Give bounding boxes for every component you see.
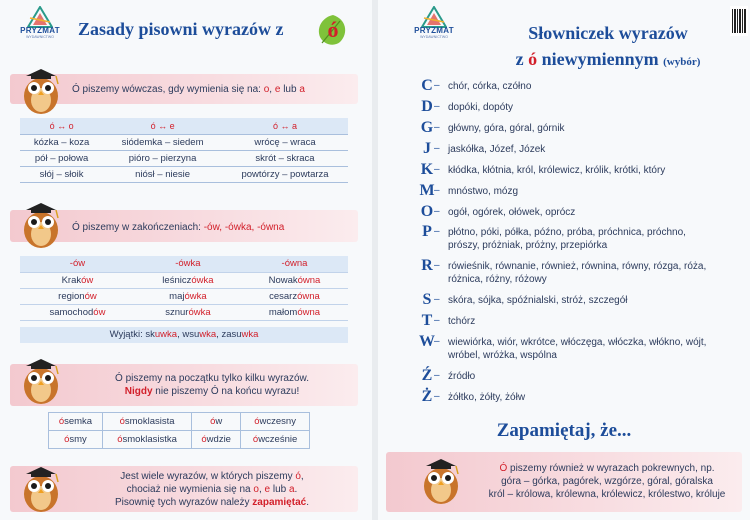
entry-letter: Ź [421, 367, 433, 384]
word-initial: ó [254, 416, 260, 427]
word-initial: ó [117, 434, 123, 445]
table-cell [135, 288, 241, 304]
word-stem: Krak [61, 274, 82, 286]
remember-heading: Zapamiętaj, że... [496, 420, 632, 441]
rule-line [468, 462, 746, 475]
table-cell: skrót – skraca [222, 150, 348, 166]
entry-words [448, 164, 748, 177]
table-cell: słój – słoik [20, 166, 103, 182]
word-initial: ó [58, 416, 65, 427]
rule-line [72, 483, 352, 496]
rule-text: Pisownię tych wyrazów należy [115, 497, 253, 508]
entry-words [448, 336, 748, 362]
word-initial: ó [210, 416, 216, 427]
rule-highlight: Nigdy [124, 386, 153, 397]
rule-text-3 [72, 372, 352, 398]
entry-letter: P [422, 223, 432, 240]
entry-line: ogół, ogórek, ołówek, oprócz [448, 207, 576, 218]
table-cell [135, 272, 241, 288]
rule-highlight: e [274, 84, 281, 95]
rule-highlight: -ów, -ówka, -ówna [203, 222, 285, 233]
rule-text: piszemy również w wyrazach pokrewnych, np. [507, 463, 715, 474]
table-row [20, 304, 348, 320]
table-cell [20, 304, 135, 320]
entry-dash: – [434, 206, 440, 217]
entry-dash: – [434, 336, 440, 347]
entry-line: mnóstwo, mózg [448, 186, 519, 197]
table-header-row [20, 118, 348, 134]
entry-line: różnica, różny, różowy [448, 274, 547, 285]
word-ending: ówna [297, 290, 320, 302]
rule-text: lub [270, 484, 289, 495]
rule-text: nie piszemy Ó na końcu wyrazu! [152, 386, 300, 397]
logo-brand: PRYZMAT [20, 26, 60, 35]
table-row [49, 413, 310, 431]
entry-letter: G [420, 119, 434, 136]
rule-text: lub [280, 84, 300, 95]
word-ending: wka [199, 329, 217, 340]
entry-words [448, 143, 748, 156]
table-cell [241, 272, 348, 288]
word-stem: Nowak [268, 274, 298, 286]
entry-line: dopóki, dopóty [448, 102, 514, 113]
table-header: -ówna [241, 256, 348, 272]
word-stem: małom [268, 306, 298, 318]
table-cell [241, 288, 348, 304]
rule-text: . [306, 497, 309, 508]
entry-words [448, 226, 748, 252]
entry-dash: – [434, 185, 440, 196]
rule-line [72, 496, 352, 509]
entry-letter: T [421, 312, 433, 329]
word-ending: ówka [188, 306, 211, 318]
title-highlight: ó [528, 49, 538, 69]
table-cell: wrócę – wraca [222, 134, 348, 150]
entry-letter: W [419, 333, 435, 350]
table-header: ó ↔ e [103, 118, 222, 134]
entry-line: żółtko, żółty, żółw [448, 392, 526, 403]
entry-line: wiewiórka, wiór, wkrótce, włóczęga, włóczka, włókno, wójt, [448, 337, 707, 348]
word-stem: leśnicz [162, 274, 192, 286]
entry-dash: – [434, 143, 440, 154]
entry-letter: J [423, 140, 431, 157]
word-ending: uwka [154, 329, 178, 340]
title-line [478, 46, 738, 75]
rule-highlight: Ó [499, 463, 508, 474]
publisher-logo [20, 6, 60, 46]
entry-line: płótno, póki, półka, późno, próba, próchnica, próchno, [448, 227, 686, 238]
entry-letter: D [421, 98, 433, 115]
entry-line: jaskółka, Józef, Józek [448, 144, 546, 155]
title-letter: ó [327, 17, 339, 42]
page-title: Zasady pisowni wyrazów z [78, 19, 284, 39]
table-header: ó ↔ a [222, 118, 348, 134]
entry-dash: – [434, 370, 440, 381]
entry-line: rówieśnik, równanie, również, równina, równy, rózga, róża, [448, 261, 707, 272]
word-ending: ów [81, 274, 94, 286]
word-ending: wka [241, 329, 259, 340]
word-stem: samochod [49, 306, 94, 318]
entry-line: prószy, próżniak, próżny, przepiórka [448, 240, 608, 251]
entry-words [448, 80, 748, 93]
rule-highlight: o [263, 84, 270, 95]
word-rest: wdzie [206, 434, 231, 445]
entry-words [448, 206, 748, 219]
entry-dash: – [434, 164, 440, 175]
table-header: -ówka [135, 256, 241, 272]
word-initial: ó [64, 434, 70, 445]
table-row [20, 166, 348, 182]
entry-letter: Ż [421, 388, 433, 405]
entry-line: główny, góra, góral, górnik [448, 123, 565, 134]
rule-text: Jest wiele wyrazów, w których piszemy [120, 471, 296, 482]
rule-highlight: o [253, 484, 259, 495]
exceptions-row: Wyjątki: skuwka, wsuwka, zasuwka [20, 327, 348, 343]
rule-line [72, 470, 352, 483]
table-cell: kózka – koza [20, 134, 103, 150]
entry-words [448, 185, 748, 198]
logo-tagline: WYDAWNICTWO [420, 35, 448, 39]
table-cell [20, 272, 135, 288]
table-row [49, 431, 310, 449]
entry-letter: M [419, 182, 435, 199]
table-header-row [20, 256, 348, 272]
entry-words [448, 260, 748, 286]
entry-line: źródło [448, 371, 476, 382]
table-cell [135, 304, 241, 320]
word-stem: sznur [165, 306, 189, 318]
left-page [0, 0, 372, 520]
table-cell [102, 431, 191, 449]
word-stem: maj [169, 290, 185, 302]
logo-brand: PRYZMAT [414, 26, 454, 35]
table-cell [49, 431, 103, 449]
entry-letter: C [421, 77, 433, 94]
owl-mascot-icon [418, 454, 464, 506]
title-text: niewymiennym [537, 49, 659, 69]
table-cell [192, 413, 241, 431]
word-initial: ó [119, 416, 125, 427]
rule-highlight: a [299, 84, 305, 95]
rule-text: , [258, 484, 265, 495]
table-cell [49, 413, 103, 431]
word-rest: smy [69, 434, 87, 445]
rule-text-1 [72, 83, 352, 96]
entry-letter: R [421, 257, 433, 274]
title-line: Słowniczek wyrazów [528, 23, 688, 43]
word-ending: ówna [297, 306, 321, 318]
word-stem: wsu [182, 329, 200, 340]
table-cell [20, 288, 135, 304]
table-cell [241, 431, 310, 449]
rule-highlight: zapamiętać [252, 497, 307, 508]
word-initial: ó [201, 434, 207, 445]
rule-line: Ó piszemy na początku tylko kilku wyrazów. [115, 373, 309, 384]
word-rest: w [215, 416, 223, 427]
entry-words [448, 101, 748, 114]
table-row [20, 288, 348, 304]
table-cell [102, 413, 191, 431]
word-initial: ó [252, 434, 259, 445]
entry-line: chór, córka, czółno [448, 81, 532, 92]
endings-table [20, 256, 348, 321]
word-rest: wcześnie [258, 434, 298, 445]
title-selection: (wybór) [663, 56, 701, 68]
table-cell [241, 304, 348, 320]
rule-line [72, 385, 352, 398]
table-cell [241, 413, 310, 431]
rule-text: , [269, 84, 275, 95]
remember-text [468, 462, 746, 501]
rule-line: góra – górka, pagórek, wzgórze, góral, góralska [501, 476, 713, 487]
word-ending: ów [93, 306, 106, 318]
table-header: ó ↔ o [20, 118, 103, 134]
owl-mascot-icon [18, 462, 64, 514]
rule-highlight: ó [295, 471, 301, 482]
table-cell: siódemka – siedem [103, 134, 222, 150]
entry-dash: – [434, 101, 440, 112]
entry-dash: – [434, 226, 440, 237]
prism-logo-icon [27, 6, 53, 28]
rule-text: . [294, 484, 298, 495]
exceptions-label: Wyjątki: [109, 329, 146, 340]
word-rest: smoklasista [124, 416, 175, 427]
rule-highlight: a [288, 484, 295, 495]
word-stem: region [58, 290, 85, 302]
rule-text: chociaż nie wymienia się na [126, 484, 254, 495]
rule-text-2 [72, 221, 352, 234]
rule-line: król – królowa, królewna, królewicz, królestwo, króluje [488, 489, 726, 500]
entry-dash: – [434, 391, 440, 402]
word-rest: wczesny [259, 416, 296, 427]
table-cell: niósł – niesie [103, 166, 222, 182]
word-stem: cesarz [269, 290, 298, 302]
entry-line: skóra, sójka, spóźnialski, stróż, szczegół [448, 295, 628, 306]
entry-letter: K [420, 161, 434, 178]
dictionary-title [478, 20, 738, 75]
alternation-table [20, 118, 348, 183]
entry-dash: – [434, 122, 440, 133]
entry-line: kłódka, kłótnia, król, królewicz, królik, krótki, który [448, 165, 666, 176]
owl-mascot-icon [18, 64, 64, 116]
publisher-logo [414, 6, 454, 46]
entry-dash: – [434, 80, 440, 91]
word-ending: ówka [184, 290, 207, 302]
word-rest: semka [64, 416, 93, 427]
entry-line: wróbel, wróżka, wspólna [448, 350, 557, 361]
entry-letter: O [420, 203, 434, 220]
table-cell: powtórzy – powtarza [222, 166, 348, 182]
entry-words [448, 294, 748, 307]
table-cell: pióro – pierzyna [103, 150, 222, 166]
rule-text: , [300, 471, 304, 482]
table-row [20, 272, 348, 288]
logo-tagline: WYDAWNICTWO [26, 35, 54, 39]
prism-logo-icon [421, 6, 447, 28]
entry-words [448, 391, 748, 404]
rule-text-4 [72, 470, 352, 509]
table-row [20, 150, 348, 166]
entry-dash: – [434, 294, 440, 305]
entry-dash: – [434, 260, 440, 271]
right-page [378, 0, 750, 520]
word-ending: ówka [191, 274, 214, 286]
table-header: -ów [20, 256, 135, 272]
word-stem: sk [145, 329, 155, 340]
rule-text: Ó piszemy wówczas, gdy wymienia się na: [72, 84, 264, 95]
word-ending: ów [84, 290, 97, 302]
table-cell [192, 431, 241, 449]
entry-letter: S [422, 291, 432, 308]
entry-line: tchórz [448, 316, 476, 327]
initial-o-table [48, 412, 310, 449]
entry-words [448, 370, 748, 383]
rule-text: Ó piszemy w zakończeniach: [72, 222, 204, 233]
title-text: z [515, 49, 529, 69]
owl-mascot-icon [18, 354, 64, 406]
word-ending: ówna [297, 274, 321, 286]
table-row [20, 134, 348, 150]
table-cell: pół – połowa [20, 150, 103, 166]
entry-words [448, 122, 748, 135]
rule-highlight: e [264, 484, 271, 495]
entry-dash: – [434, 315, 440, 326]
owl-mascot-icon [18, 198, 64, 250]
entry-words [448, 315, 748, 328]
word-stem: zasu [221, 329, 242, 340]
word-rest: smoklasistka [122, 434, 177, 445]
